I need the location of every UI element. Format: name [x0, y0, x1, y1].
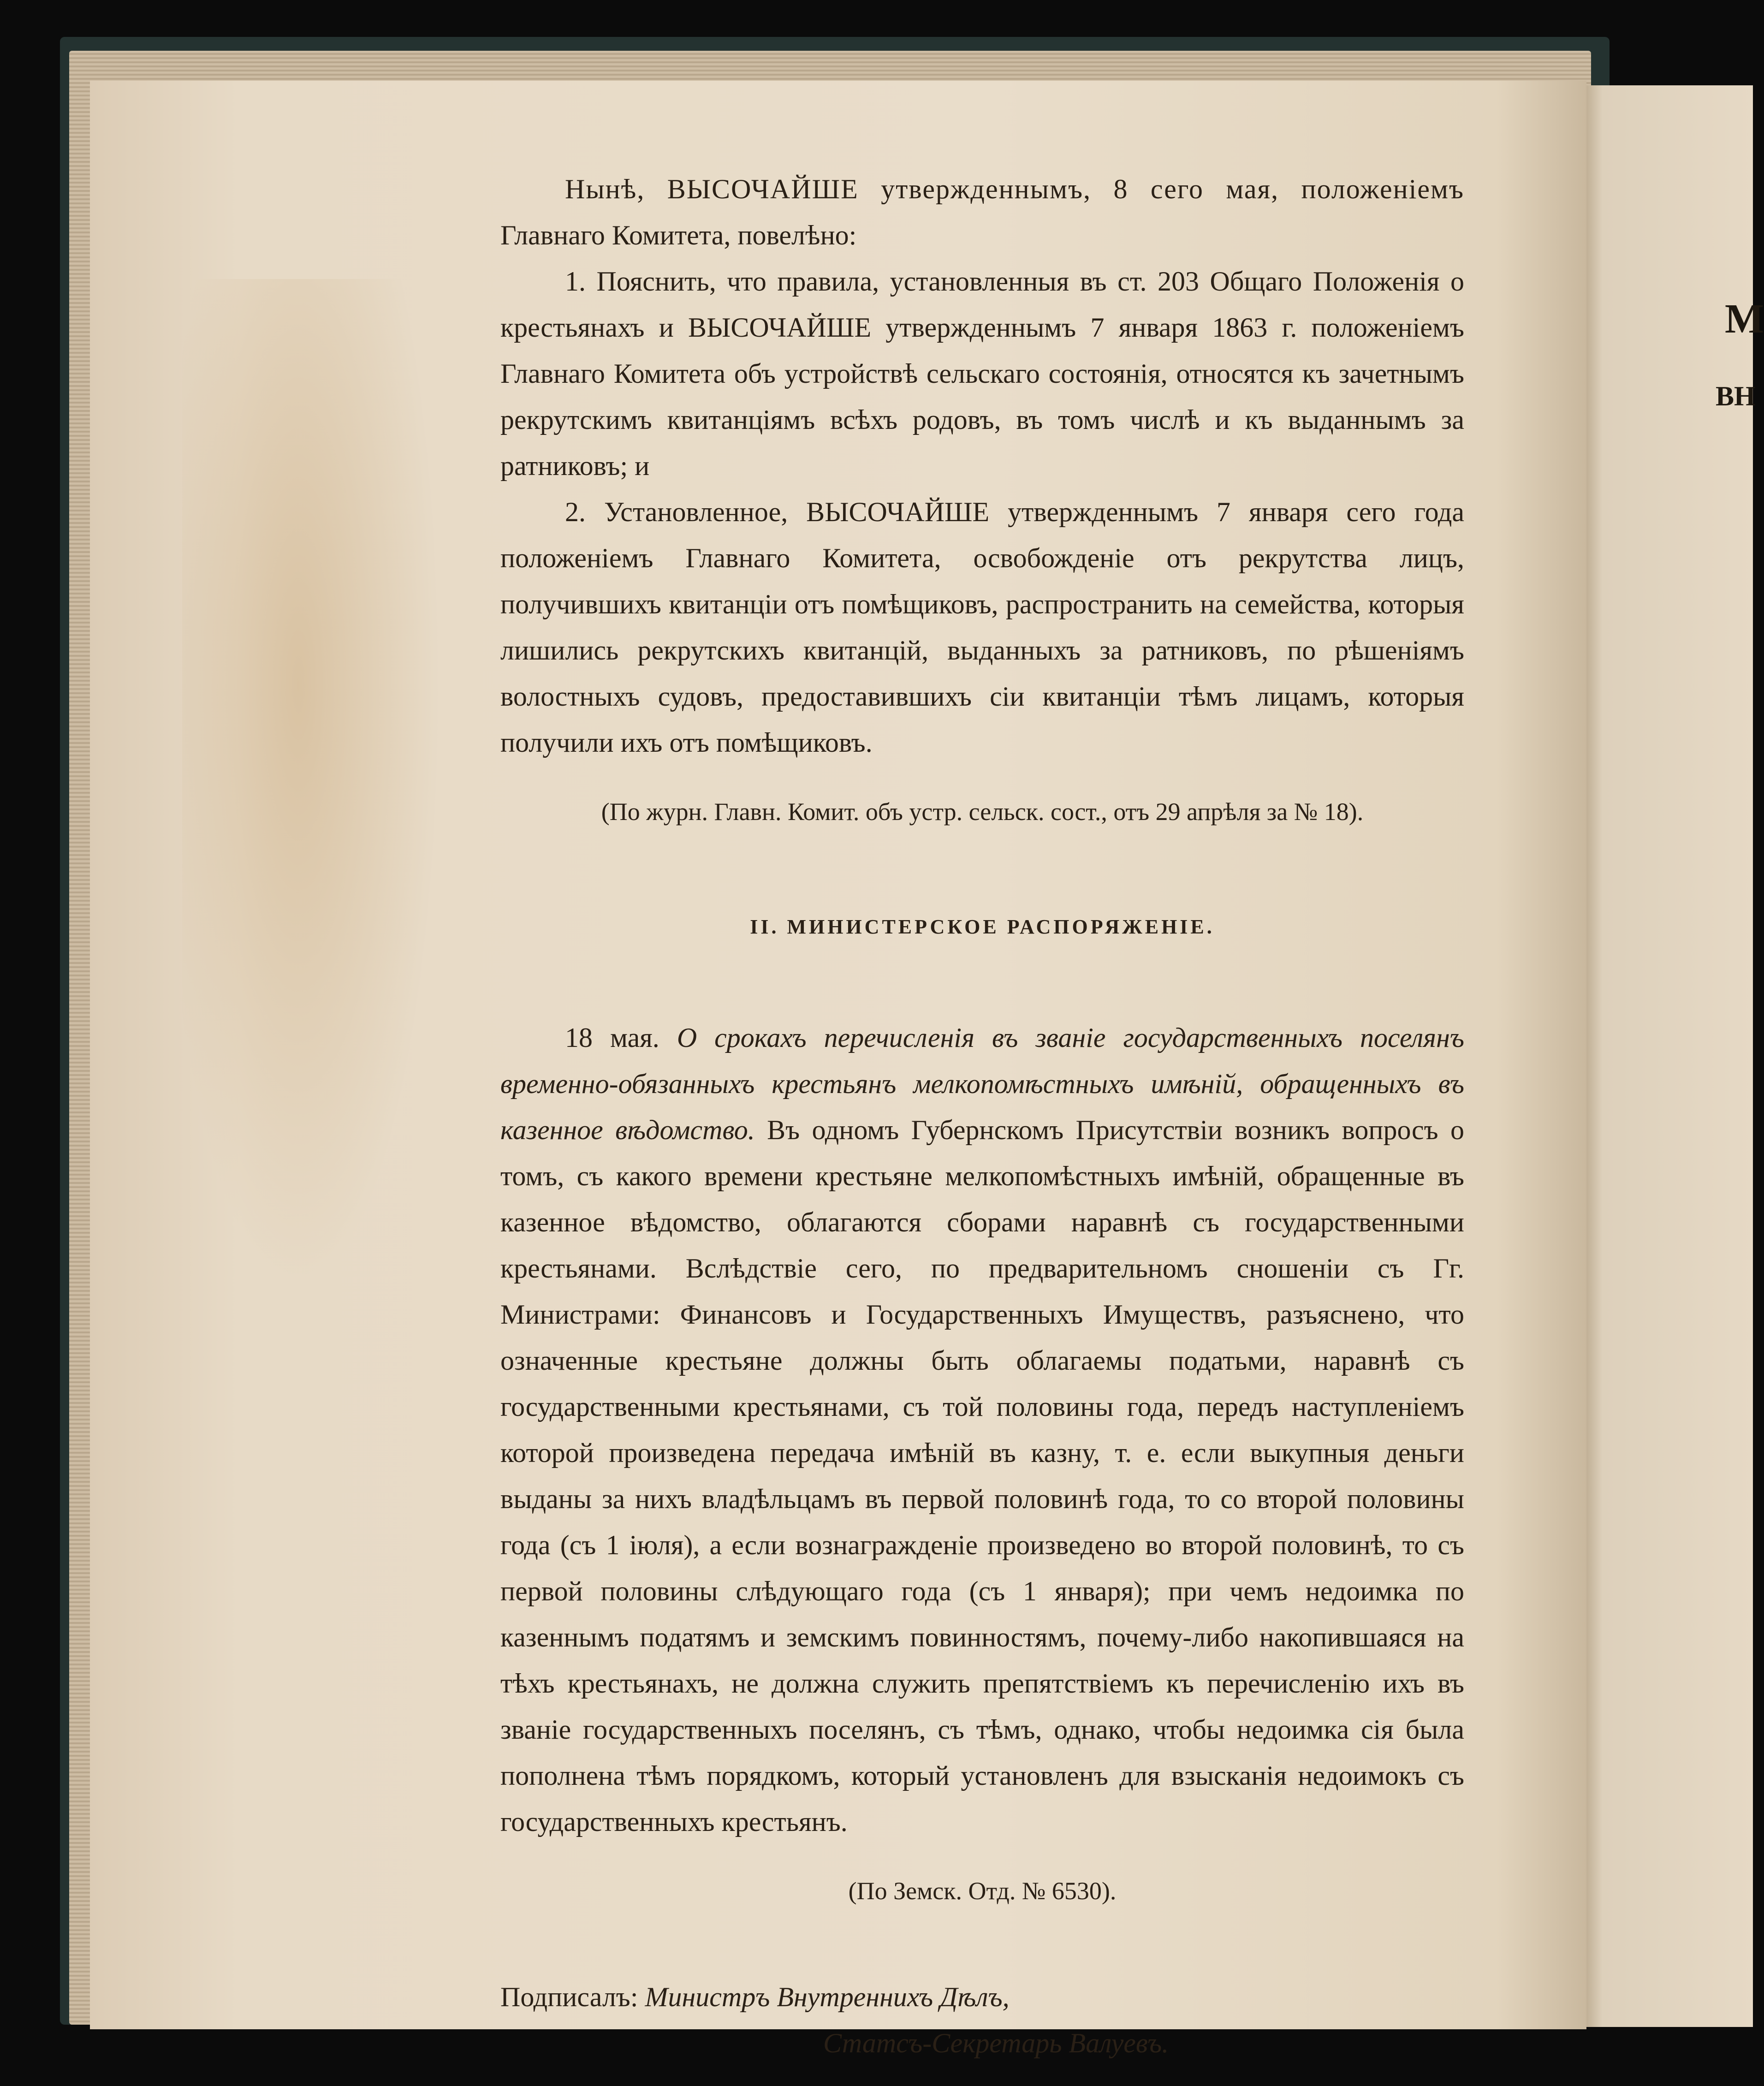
intro-line-1: Нынѣ, ВЫСОЧАЙШЕ утвержденнымъ, 8 сего мая, положеніемъ [565, 174, 1464, 204]
intro-paragraph [500, 166, 1464, 212]
section-heading: II. МИНИСТЕРСКОЕ РАСПОРЯЖЕНІЕ. [750, 915, 1215, 938]
order-title: О срокахъ перечисленія въ званіе государственныхъ поселянъ временно-обязанныхъ крестьянъ мелкопомѣстныхъ имѣній, обращенныхъ въ казенное вѣдомство. [500, 1022, 1464, 1145]
paper-stain [182, 279, 440, 1294]
page-text-block [500, 166, 1464, 2066]
signature-line-1: Министръ Внутреннихъ Дѣлъ, [645, 1982, 1010, 2012]
signature-block [500, 1974, 1464, 2066]
signature-label: Подписалъ: [500, 1982, 638, 2012]
order-paragraph [500, 1015, 1464, 1845]
decree-item-1: 1. Пояснить, что правила, установленныя въ ст. 203 Общаго Положенія о крестьянахъ и ВЫСОЧАЙШЕ утвержденнымъ 7 января 1863 г. положеніемъ Главнаго Комитета объ устройствѣ сельскаго состоянія, относятся къ зачетнымъ рекрутскимъ квитанціямъ всѣхъ родовъ, въ томъ числѣ и къ выданнымъ за ратниковъ; и [500, 266, 1464, 481]
intro-line-2: Главнаго Комитета, повелѣно: [500, 220, 857, 250]
order-body: Въ одномъ Губернскомъ Присутствіи возникъ вопросъ о томъ, съ какого времени крестьяне мелкопомѣстныхъ имѣній, обращенные въ казенное вѣдомство, облагаются сборами наравнѣ съ государственными крестьянами. Вслѣдствіе сего, по предварительномъ сношеніи съ Гг. Министрами: Финансовъ и Государственныхъ Имуществъ, разъяснено, что означенные крестьяне должны быть облагаемы податьми, наравнѣ съ государственными крестьянами, съ той половины года, передъ наступленіемъ которой произведена передача имѣній въ казну, т. е. если выкупныя деньги выданы за нихъ владѣльцамъ въ первой половинѣ года, то со второй половины года (съ 1 іюля), а если вознагражденіе произведено во второй половинѣ, то съ первой половины слѣдующаго года (съ 1 января); при чемъ недоимка по казеннымъ податямъ и земскимъ повинностямъ, почему-либо накопившаяся на тѣхъ крестьянахъ, не должна служить препятствіемъ къ перечисленію ихъ въ званіе государственныхъ поселянъ, съ тѣмъ, однако, чтобы недоимка сія была пополнена тѣмъ порядкомъ, который установленъ для взысканія недоимокъ съ государственныхъ крестьянъ. [500, 1115, 1464, 1837]
journal-reference: (По журн. Главн. Комит. объ устр. сельск. сост., отъ 29 апрѣля за № 18). [601, 798, 1364, 826]
intro-paragraph-cont [500, 212, 1464, 258]
signature-line-2: Статсъ-Секретарь Валуевъ. [823, 2028, 1169, 2058]
facing-page-fragment: М [1725, 296, 1764, 342]
order-date: 18 мая. [565, 1022, 659, 1053]
facing-page-fragment: ВН [1716, 381, 1756, 411]
decree-item-2: 2. Установленное, ВЫСОЧАЙШЕ утвержденнымъ 7 января сего года положеніемъ Главнаго Комитета, освобожденіе отъ рекрутства лицъ, получившихъ квитанціи отъ помѣщиковъ, распространить на семейства, которыя лишились рекрутскихъ квитанцій, выданныхъ за ратниковъ, по рѣшеніямъ волостныхъ судовъ, предоставившихъ сіи квитанціи тѣмъ лицамъ, которыя получили ихъ отъ помѣщиковъ. [500, 497, 1464, 758]
department-reference: (По Земск. Отд. № 6530). [848, 1877, 1117, 1905]
facing-page [1582, 85, 1764, 2027]
